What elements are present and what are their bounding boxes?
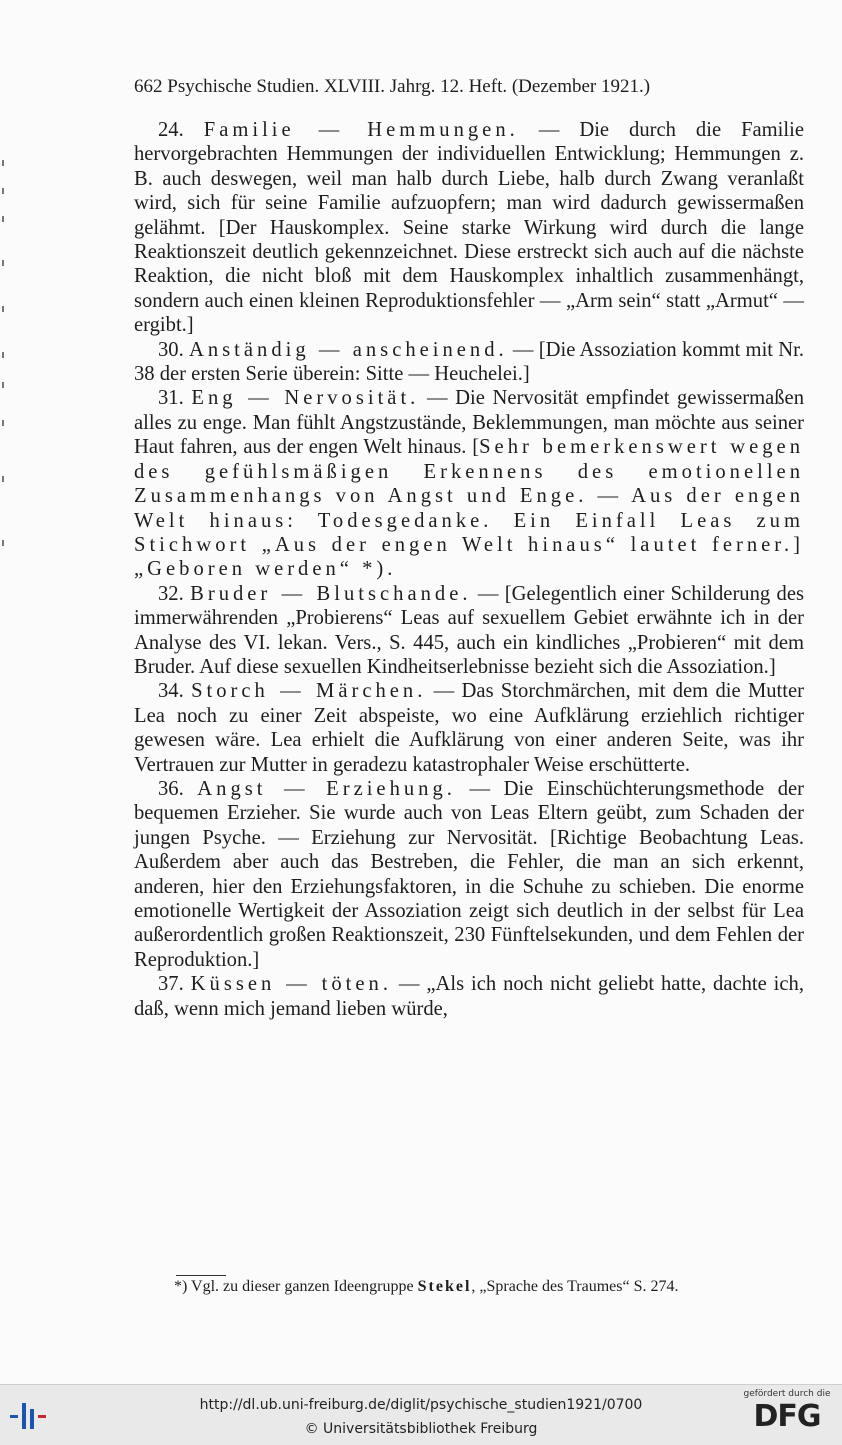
entry-30 xyxy=(134,338,804,387)
entry-number: 34. xyxy=(158,680,184,703)
entry-term: Eng — Nervosität. xyxy=(191,387,420,410)
entry-text: — [Die Assoziation kommt mit Nr. 38 der ersten Serie überein: Sitte — Heuchelei.] xyxy=(134,338,805,386)
entry-term: Bruder — Blutschande. xyxy=(190,582,472,605)
footnote-text: *) Vgl. zu dieser ganzen Ideengruppe Stekel, „Sprache des Traumes“ S. 274. xyxy=(174,1278,679,1295)
entry-text: — Die Einschüchterungsmethode der bequemen Erzieher. Sie wurde auch von Leas Eltern geübt, zum Schaden der jungen Psyche. — Erziehung zur Nervosität. [Richtige Beobachtung Leas. Außerdem aber auch das Bestreben, die Fehler, die man an sich erkennt, anderen, hier den Erziehungsfaktoren, in die Schuhe zu schieben. Die enorme emotionelle Wertigkeit der Assoziation zeigt sich deutlich in der selbst für Lea außerordentlich großen Reaktionszeit, 230 Fünftelsekunden, und dem Fehlen der Reproduktion.] xyxy=(134,777,804,971)
entry-37 xyxy=(134,972,804,1021)
entry-term: Angst — Erziehung. xyxy=(197,777,456,800)
page-header: 662 Psychische Studien. XLVIII. Jahrg. 12. Heft. (Dezember 1921.) xyxy=(134,76,651,97)
entry-number: 36. xyxy=(158,777,184,800)
entry-term: Anständig — anscheinend. xyxy=(189,338,508,361)
dfg-logo-text: DFG xyxy=(753,1399,821,1434)
entry-text: — Die Nervosität empfindet gewissermaßen alles zu enge. Man fühlt Angstzustände, Beklemmungen, man möchte aus seiner Haut fahren, aus der engen Welt hinaus. [ xyxy=(134,387,804,459)
entry-text: — „Als ich noch nicht geliebt hatte, dachte ich, daß, wenn mich jemand lieben würde, xyxy=(134,973,804,1020)
footnote-rule xyxy=(176,1275,226,1276)
entry-term: Familie — Hemmungen. xyxy=(203,119,519,141)
footer-bar xyxy=(0,1384,842,1445)
dfg-caption: gefördert durch die xyxy=(743,1389,831,1399)
entry-term: Storch — Märchen. xyxy=(191,680,427,703)
footnote xyxy=(134,1277,804,1297)
entry-number: 37. xyxy=(158,973,184,996)
copyright-text: © Universitätsbibliothek Freiburg xyxy=(304,1421,538,1437)
entry-number: 24. xyxy=(158,119,184,141)
source-url-link[interactable]: http://dl.ub.uni-freiburg.de/diglit/psychische_studien1921/0700 xyxy=(199,1397,643,1413)
entry-text: — [Gelegentlich einer Schilderung des immerwährenden „Probierens“ Leas auf sexuellem Gebiet erwähnte ich in der Analyse des VI. lekan. Vers., S. 445, auch ein kindliches „Probieren“ mit dem Bruder. Auf diese sexuellen Kindheitserlebnisse bezieht sich die Assoziation.] xyxy=(134,582,804,678)
body-text xyxy=(134,118,804,1021)
entry-32 xyxy=(134,582,804,680)
entry-36 xyxy=(134,777,804,972)
entry-text: — Das Storchmärchen, mit dem die Mutter Lea noch zu einer Zeit abspeiste, wo eine Aufklärung erziehlich richtiger gewesen wäre. Lea erhielt die Aufklärung von einer anderen Seite, was ihr Vertrauen zur Mutter in geradezu katastrophaler Weise erschütterte. xyxy=(134,680,805,776)
entry-number: 31. xyxy=(158,387,184,410)
entry-31 xyxy=(134,386,804,581)
footnote-author: Stekel xyxy=(417,1278,472,1295)
entry-24 xyxy=(134,118,804,338)
entry-term: Küssen — töten. xyxy=(190,973,392,996)
dfg-logo xyxy=(742,1389,832,1441)
entry-number: 30. xyxy=(158,338,184,361)
entry-34 xyxy=(134,679,804,777)
entry-number: 32. xyxy=(158,582,184,605)
entry-text: — Die durch die Familie hervorgebrachten Hemmungen der individuellen Entwicklung; Hemmungen z. B. auch deswegen, weil man halb durch Liebe, halb durch Zwang veranlaßt wird, sich für seine Familie aufzuopfern; man wird dadurch gewissermaßen gelähmt. [Der Hauskomplex. Seine starke Wirkung wird durch die lange Reaktionszeit deutlich gekennzeichnet. Diese erstreckt sich auch auf die nächste Reaktion, die nicht bloß mit dem Hauskomplex inhaltlich zusammenhängt, sondern auch einen kleinen Reproduktionsfehler — „Arm sein“ statt „Armut“ — ergibt.] xyxy=(134,119,804,337)
entry-spaced-text: Sehr bemerkenswert wegen des gefühlsmäßigen Erkennens des emotionellen Zusammenhangs von Angst und Enge. — Aus der engen Welt hinaus: Todesgedanke. Ein Einfall Leas zum Stichwort „Aus der engen Welt hinaus“ lautet ferner.] „Geboren werden“ *). xyxy=(134,436,804,581)
